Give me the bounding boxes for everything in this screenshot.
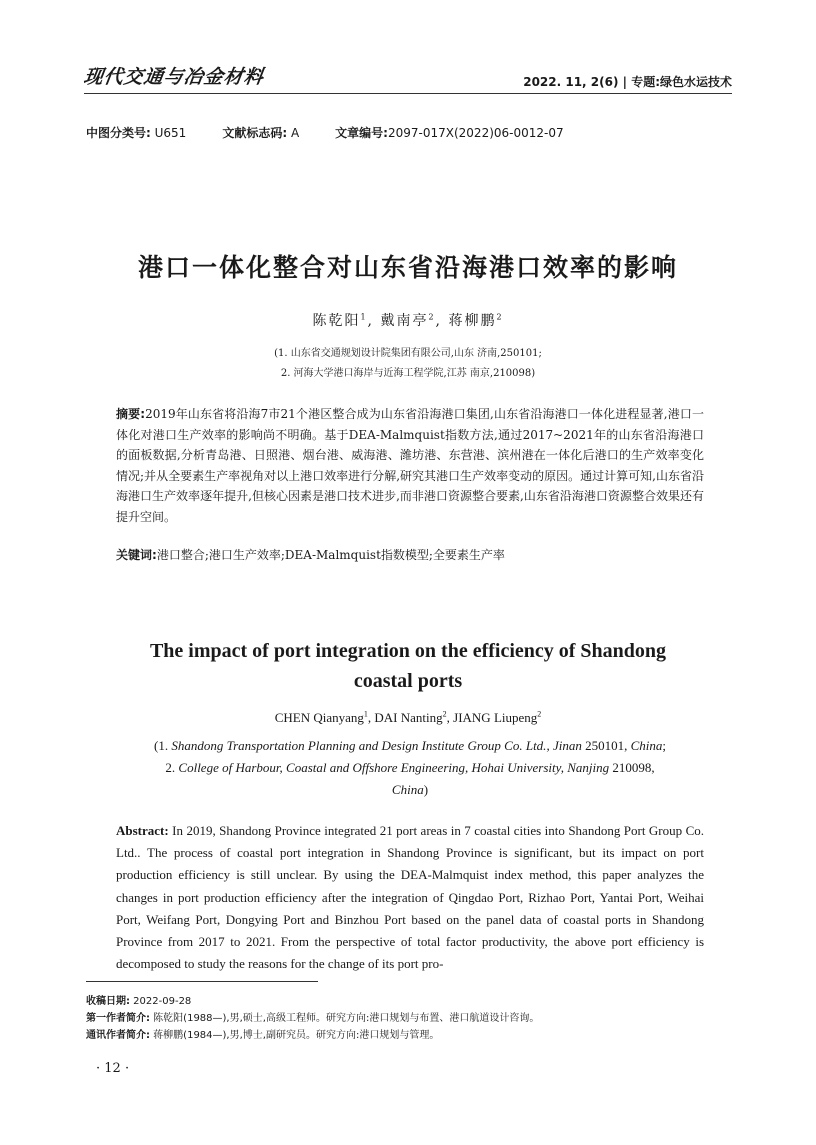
affiliation-line: 2. 河海大学港口海岸与近海工程学院,江苏 南京,210098) xyxy=(280,368,536,379)
article-number: 文章编号:2097-017X(2022)06-0012-07 xyxy=(335,126,564,140)
author-name: 陈乾阳 xyxy=(312,313,361,329)
document-code: 文献标志码: A xyxy=(222,126,300,140)
chinese-abstract xyxy=(116,404,704,527)
first-author-bio: 第一作者简介: 陈乾阳(1988—),男,硕士,高级工程师。研究方向:港口规划与布置、港口航道设计咨询。 xyxy=(86,1013,540,1024)
english-authors: CHEN Qianyang$^1$, DAI Nanting$^2$, JIANG Liupeng$^2$ xyxy=(274,709,542,725)
issue-info: 2022. 11, 2(6) | 专题:绿色水运技术 xyxy=(523,75,732,89)
english-title: The impact of port integration on the efficiency of Shandong coastal ports xyxy=(149,640,667,692)
keywords-label: 关键词: xyxy=(116,548,157,562)
corresponding-author-bio: 通讯作者简介: 蒋柳鹏(1984—),男,博士,副研究员。研究方向:港口规划与管理。 xyxy=(86,1030,440,1041)
chinese-title: 港口一体化整合对山东省沿海港口效率的影响 xyxy=(137,253,678,282)
english-affiliations xyxy=(110,735,710,801)
affiliation-line: (1. Shandong Transportation Planning and Design Institute Group Co. Ltd., Jinan 250101, China; xyxy=(153,738,666,753)
article-meta xyxy=(86,124,564,141)
header-divider xyxy=(84,93,732,94)
abstract-text: In 2019, Shandong Province integrated 21 port areas in 7 coastal cities into Shandong Port Group Co. Ltd.. The process of coastal port integration in Shandong Province is significant, but its impact on port production efficiency is still unclear. By using the DEA-Malmquist index method, this paper analyzes the changes in port production efficiency after the integration of Qingdao Port, Rizhao Port, Yantai Port, Weihai Port, Weifang Port, Dongying Port and Binzhou Port based on the panel data of coastal ports in Shandong Province from 2017 to 2021. From the perspective of total factor productivity, the above port efficiency is decomposed to study the reasons for the change of its port pro- xyxy=(116,823,704,972)
abstract-label: Abstract: xyxy=(116,823,169,838)
author-name: 戴南亭 xyxy=(380,313,429,329)
footnote-divider xyxy=(86,981,318,982)
english-abstract xyxy=(116,820,704,978)
affiliation-line: 2. College of Harbour, Coastal and Offshore Engineering, Hohai University, Nanjing 210098, xyxy=(165,760,655,775)
clc-number: 中图分类号: U651 xyxy=(86,126,187,140)
journal-logo: 现代交通与冶金材料 xyxy=(82,66,266,88)
affiliation-line: (1. 山东省交通规划设计院集团有限公司,山东 济南,250101; xyxy=(274,348,542,359)
keywords-text: 港口整合;港口生产效率;DEA-Malmquist指数模型;全要素生产率 xyxy=(156,548,505,562)
abstract-label: 摘要: xyxy=(116,407,146,421)
chinese-keywords xyxy=(116,545,704,565)
chinese-affiliations xyxy=(0,344,816,384)
chinese-authors: 陈乾阳$^1$, 戴南亭$^2$, 蒋柳鹏$^2$ xyxy=(312,312,504,329)
received-date: 收稿日期: 2022-09-28 xyxy=(86,996,192,1007)
footnotes xyxy=(86,993,539,1044)
author-name: 蒋柳鹏 xyxy=(448,313,497,329)
abstract-text: 2019年山东省将沿海7市21个港区整合成为山东省沿海港口集团,山东省沿海港口一体化进程显著,港口一体化对港口生产效率的影响尚不明确。基于DEA-Malmquist指数方法,通过2017~2021年的山东省沿海港口的面板数据,分析青岛港、日照港、烟台港、威海港、潍坊港、东营港、滨州港在一体化后港口的生产效率变化情况;并从全要素生产率视角对以上港口效率进行分解,研究其港口生产效率变动的原因。通过计算可知,山东省沿海港口生产效率逐年提升,但核心因素是港口技术进步,而非港口资源整合要素,山东省沿海港口资源整合效果还有提升空间。 xyxy=(116,407,704,524)
page-number: · 12 · xyxy=(96,1061,130,1076)
affiliation-line: China) xyxy=(391,782,429,797)
